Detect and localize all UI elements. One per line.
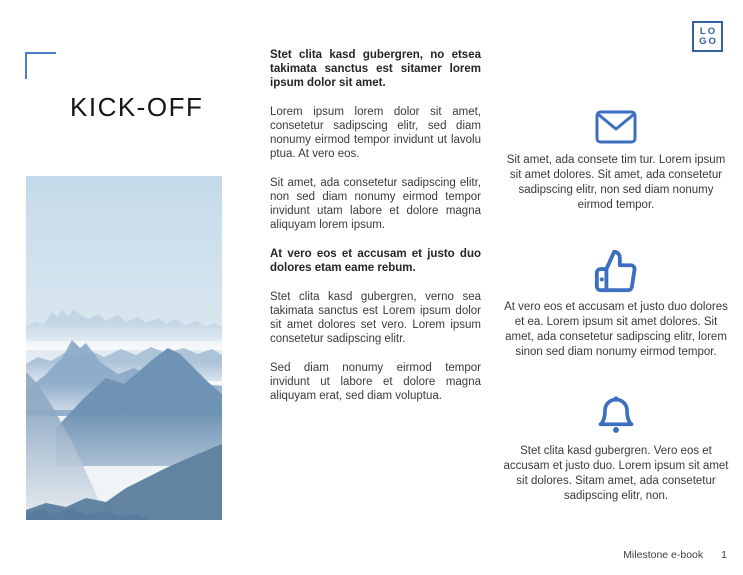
logo xyxy=(692,21,723,52)
feature-thumbs-up xyxy=(502,248,730,394)
article-body xyxy=(270,48,481,418)
article-callout-paragraph: At vero eos et accusam et justo duo dolores etam eame rebum. xyxy=(270,248,481,274)
feature-list xyxy=(502,110,730,504)
footer-booklet-title: Milestone e-book xyxy=(623,549,704,561)
article-paragraph: Stet clita kasd gubergren, verno sea takimata sanctus est Lorem ipsum dolor sit amet dolores set vero. Lorem ipsum consetetur sadipscing elitr. xyxy=(270,291,481,345)
envelope-icon xyxy=(595,110,637,144)
article-lead-paragraph: Stet clita kasd gubergren, no etsea takimata sanctus est sitamer lorem ipsum dolor sit amet. xyxy=(270,49,481,89)
article-paragraph: Lorem ipsum lorem dolor sit amet, consetetur sadipscing elitr, sed diam nonumy eirmod tempor invidunt ut lavolu ptua. At vero eos. xyxy=(270,106,481,160)
footer-page-number: 1 xyxy=(721,549,727,561)
feature-mail-text: Sit amet, ada consete tim tur. Lorem ipsum sit amet dolores. Sit amet, ada consetetur sadipscing elitr, non sed diam nonumy eirmod tempor. xyxy=(506,154,726,211)
feature-bell-text: Stet clita kasd gubergren. Vero eos et accusam et justo duo. Lorem ipsum sit amet sit dolores. Sitam amet, ada consetetur sadipscing elitr, non. xyxy=(503,445,729,502)
article-paragraph: Sit amet, ada consetetur sadipscing elitr, non sed diam nonumy eirmod tempor invidunt utam labore et dolore magna aliquyam lorem ipsum. xyxy=(270,177,481,231)
feature-mail xyxy=(502,110,730,248)
mountain-illustration xyxy=(26,176,222,520)
feature-bell xyxy=(502,394,730,504)
article-paragraph: Sed diam nonumy eirmod tempor invidunt ut labore et dolore magna aliquyam erat, sed diam voluptua. xyxy=(270,362,481,402)
bell-icon xyxy=(594,394,638,438)
page-footer xyxy=(623,549,727,561)
thumbs-up-icon xyxy=(593,248,639,294)
mountain-photo xyxy=(26,176,222,520)
corner-bracket-decoration xyxy=(25,52,56,79)
feature-thumbs-up-text: At vero eos et accusam et justo duo dolores et ea. Lorem ipsum sit amet dolores. Sit amet, ada consetetur sadipscing elitr, lorem sinon sed diam nonumy eirmod tempor. xyxy=(504,301,728,358)
page-title: KICK-OFF xyxy=(70,92,204,122)
logo-line-1: LO xyxy=(699,25,718,37)
logo-line-2: GO xyxy=(699,35,718,47)
